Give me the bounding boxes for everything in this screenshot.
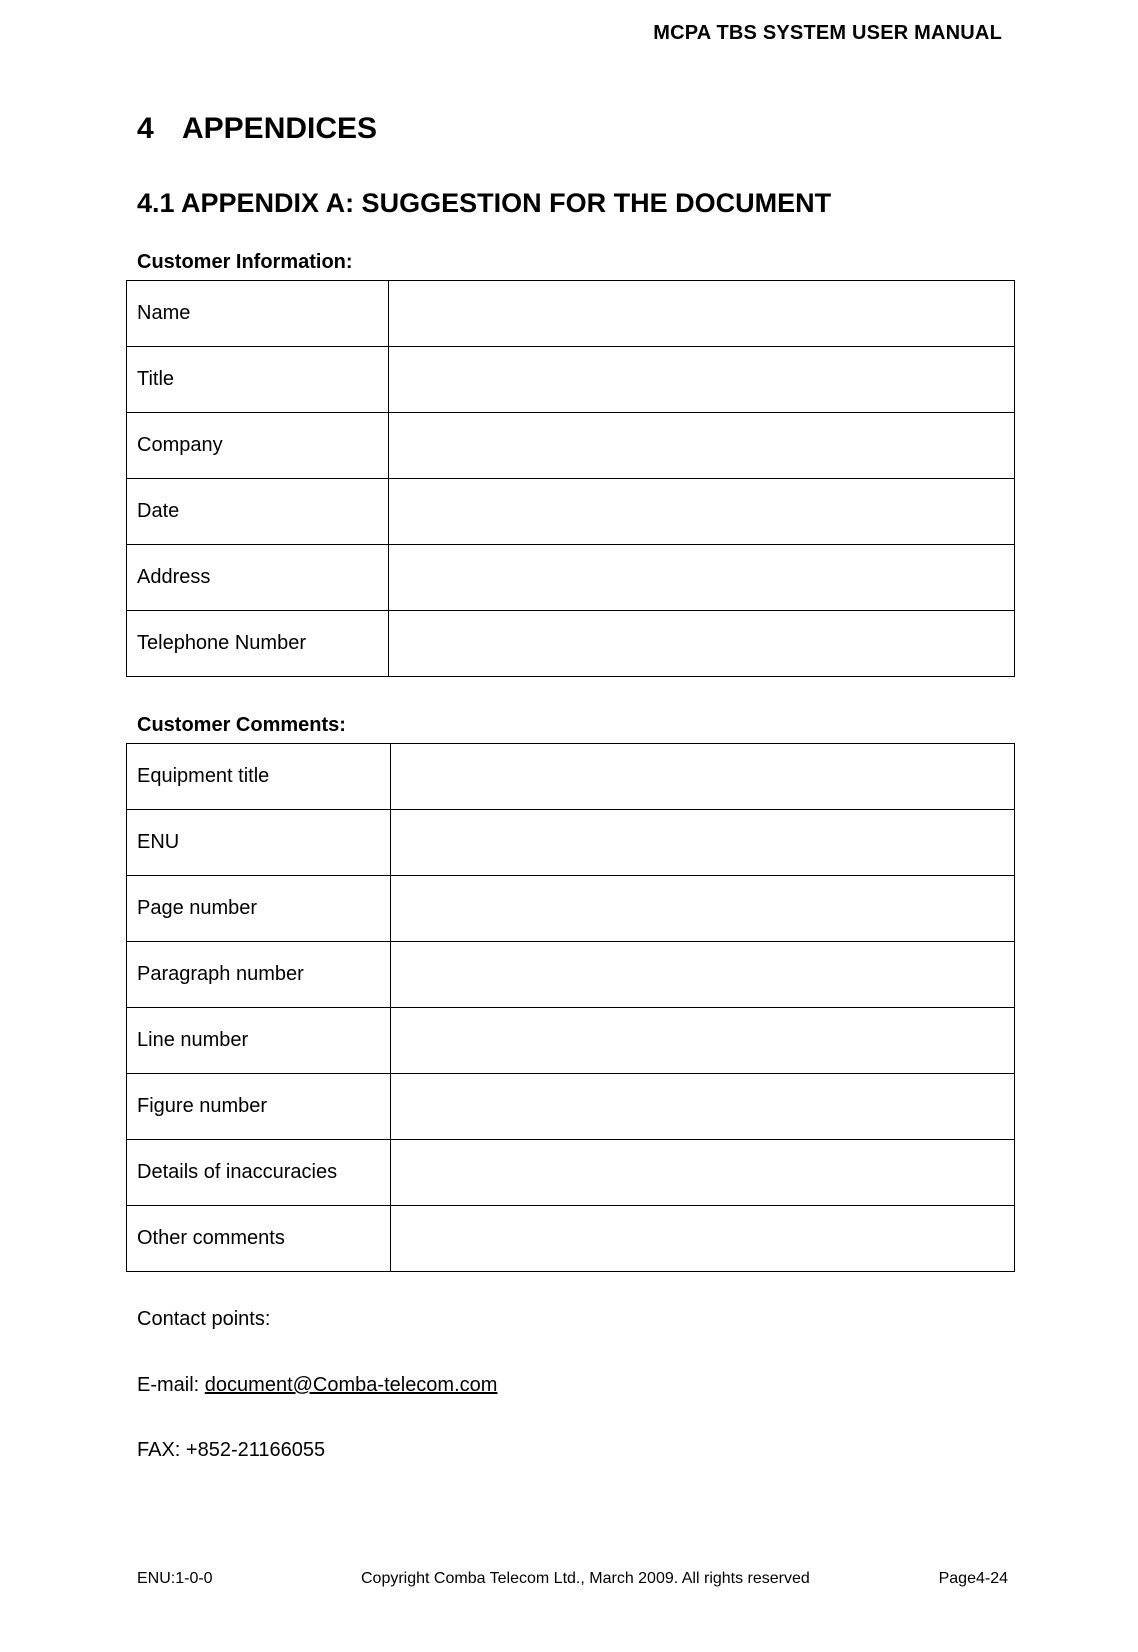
field-value-cell[interactable] — [389, 545, 1015, 611]
field-value-cell[interactable] — [391, 876, 1015, 942]
customer-info-heading: Customer Information: — [137, 251, 353, 273]
field-value-cell[interactable] — [389, 479, 1015, 545]
table-row — [127, 281, 1015, 347]
field-label: Company — [127, 413, 389, 479]
field-label: Figure number — [127, 1074, 391, 1140]
footer-doc-id: ENU:1-0-0 — [137, 1570, 213, 1587]
field-value-cell[interactable] — [389, 347, 1015, 413]
chapter-heading — [137, 112, 377, 146]
table-row — [127, 1008, 1015, 1074]
field-value-cell[interactable] — [391, 1074, 1015, 1140]
customer-info-table — [126, 280, 1015, 677]
field-label: Line number — [127, 1008, 391, 1074]
table-row — [127, 347, 1015, 413]
table-row — [127, 413, 1015, 479]
table-row — [127, 876, 1015, 942]
field-value-cell[interactable] — [391, 810, 1015, 876]
table-row — [127, 1140, 1015, 1206]
field-value-cell[interactable] — [391, 1206, 1015, 1272]
email-link[interactable]: document@Comba-telecom.com — [204, 1374, 498, 1396]
table-row — [127, 479, 1015, 545]
field-value-cell[interactable] — [391, 744, 1015, 810]
field-label: Paragraph number — [127, 942, 391, 1008]
customer-comments-heading: Customer Comments: — [137, 714, 346, 736]
section-heading: 4.1 APPENDIX A: SUGGESTION FOR THE DOCUMENT — [137, 188, 832, 218]
chapter-title: APPENDICES — [182, 112, 378, 145]
table-row — [127, 1206, 1015, 1272]
field-label: Details of inaccuracies — [127, 1140, 391, 1206]
field-label: Date — [127, 479, 389, 545]
table-row — [127, 1074, 1015, 1140]
field-label: Telephone Number — [127, 611, 389, 677]
email-label: E-mail: — [137, 1374, 205, 1396]
email-line — [137, 1374, 497, 1397]
customer-comments-table — [126, 743, 1015, 1272]
table-row — [127, 545, 1015, 611]
field-value-cell[interactable] — [389, 281, 1015, 347]
field-value-cell[interactable] — [391, 1140, 1015, 1206]
table-row — [127, 942, 1015, 1008]
field-value-cell[interactable] — [391, 1008, 1015, 1074]
table-row — [127, 744, 1015, 810]
table-row — [127, 611, 1015, 677]
field-label: ENU — [127, 810, 391, 876]
footer-page-number: Page4-24 — [938, 1570, 1008, 1587]
field-label: Title — [127, 347, 389, 413]
table-row — [127, 810, 1015, 876]
chapter-number: 4 — [137, 112, 154, 145]
field-value-cell[interactable] — [389, 611, 1015, 677]
field-label: Name — [127, 281, 389, 347]
contact-points-label: Contact points: — [137, 1308, 271, 1330]
field-label: Equipment title — [127, 744, 391, 810]
running-header: MCPA TBS SYSTEM USER MANUAL — [653, 22, 1002, 44]
field-label: Other comments — [127, 1206, 391, 1272]
field-label: Page number — [127, 876, 391, 942]
footer-copyright: Copyright Comba Telecom Ltd., March 2009. All rights reserved — [361, 1570, 810, 1587]
fax-line: FAX: +852-21166055 — [137, 1439, 326, 1461]
field-value-cell[interactable] — [391, 942, 1015, 1008]
field-label: Address — [127, 545, 389, 611]
field-value-cell[interactable] — [389, 413, 1015, 479]
